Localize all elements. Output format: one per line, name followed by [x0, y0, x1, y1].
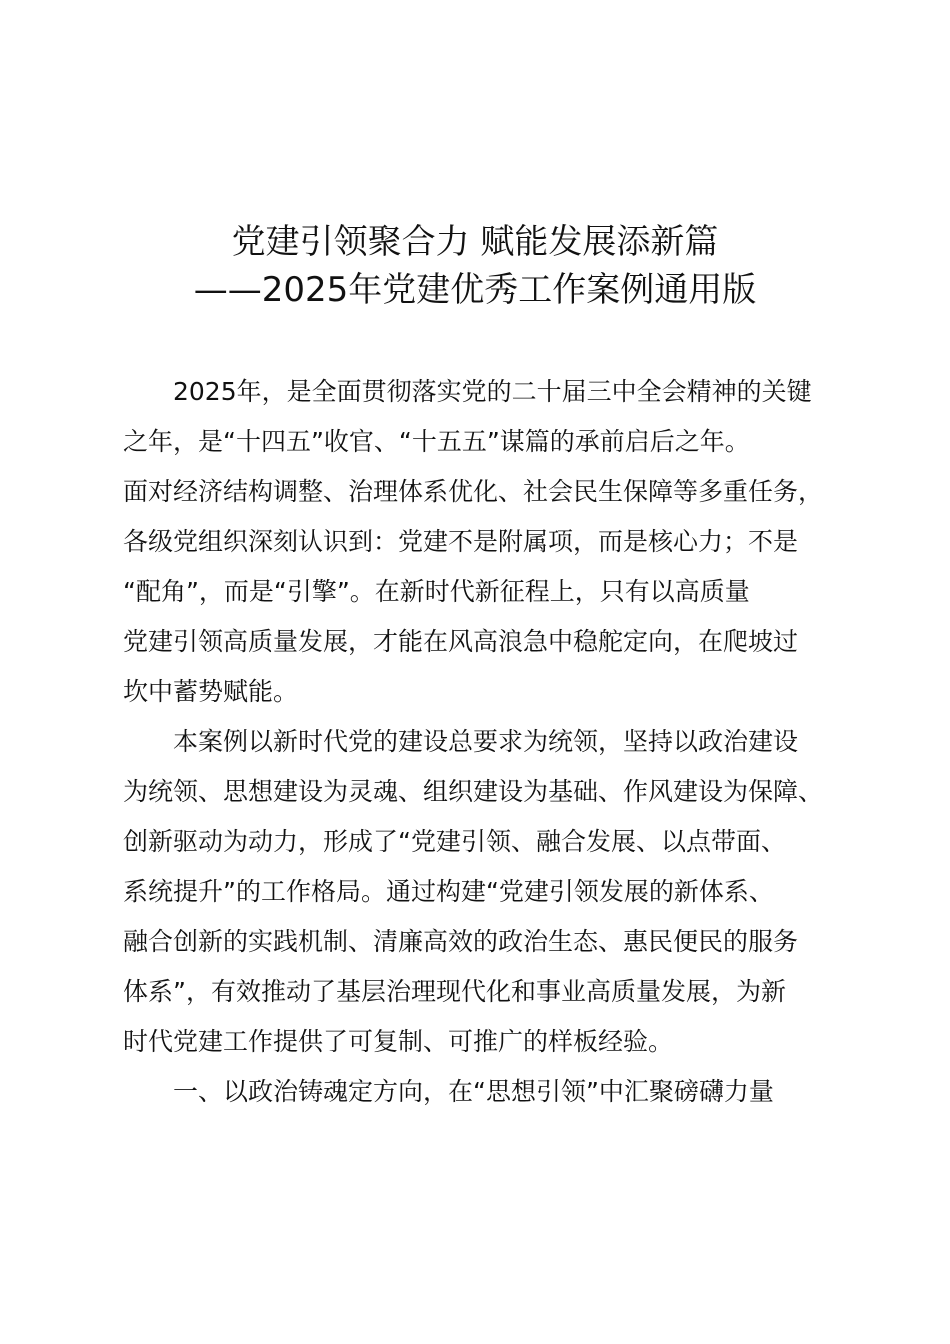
text-line: 为统领、思想建设为灵魂、组织建设为基础、作风建设为保障、: [123, 777, 824, 806]
text-line: 系统提升”的工作格局。通过构建“党建引领发展的新体系、: [123, 877, 774, 906]
text-line: 各级党组织深刻认识到：党建不是附属项，而是核心力；不是: [123, 527, 799, 556]
text-line: 时代党建工作提供了可复制、可推广的样板经验。: [123, 1027, 674, 1056]
text-line: 2025年，是全面贯彻落实党的二十届三中全会精神的关键: [173, 377, 812, 406]
text-line: 体系”，有效推动了基层治理现代化和事业高质量发展，为新: [123, 977, 786, 1006]
text-line: 融合创新的实践机制、清廉高效的政治生态、惠民便民的服务: [123, 927, 799, 956]
text-line: 面对经济结构调整、治理体系优化、社会民生保障等多重任务，: [123, 477, 824, 506]
section-heading: 一、以政治铸魂定方向，在“思想引领”中汇聚磅礴力量: [173, 1077, 774, 1106]
text-line: 坎中蓄势赋能。: [123, 677, 299, 706]
paragraph-overview: [123, 720, 823, 1070]
text-line: “配角”，而是“引擎”。在新时代新征程上，只有以高质量: [123, 577, 750, 606]
text-line: 党建引领高质量发展，才能在风高浪急中稳舵定向，在爬坡过: [123, 627, 799, 656]
title-main: 党建引领聚合力 赋能发展添新篇: [231, 222, 719, 262]
document-body: [123, 370, 823, 1120]
text-line: 创新驱动为动力，形成了“党建引领、融合发展、以点带面、: [123, 827, 786, 856]
text-line: 之年，是“十四五”收官、“十五五”谋篇的承前启后之年。: [123, 427, 750, 456]
title-subtitle: ——2025年党建优秀工作案例通用版: [193, 270, 757, 310]
paragraph-intro: [123, 370, 823, 720]
text-line: 本案例以新时代党的建设总要求为统领，坚持以政治建设: [173, 727, 799, 756]
